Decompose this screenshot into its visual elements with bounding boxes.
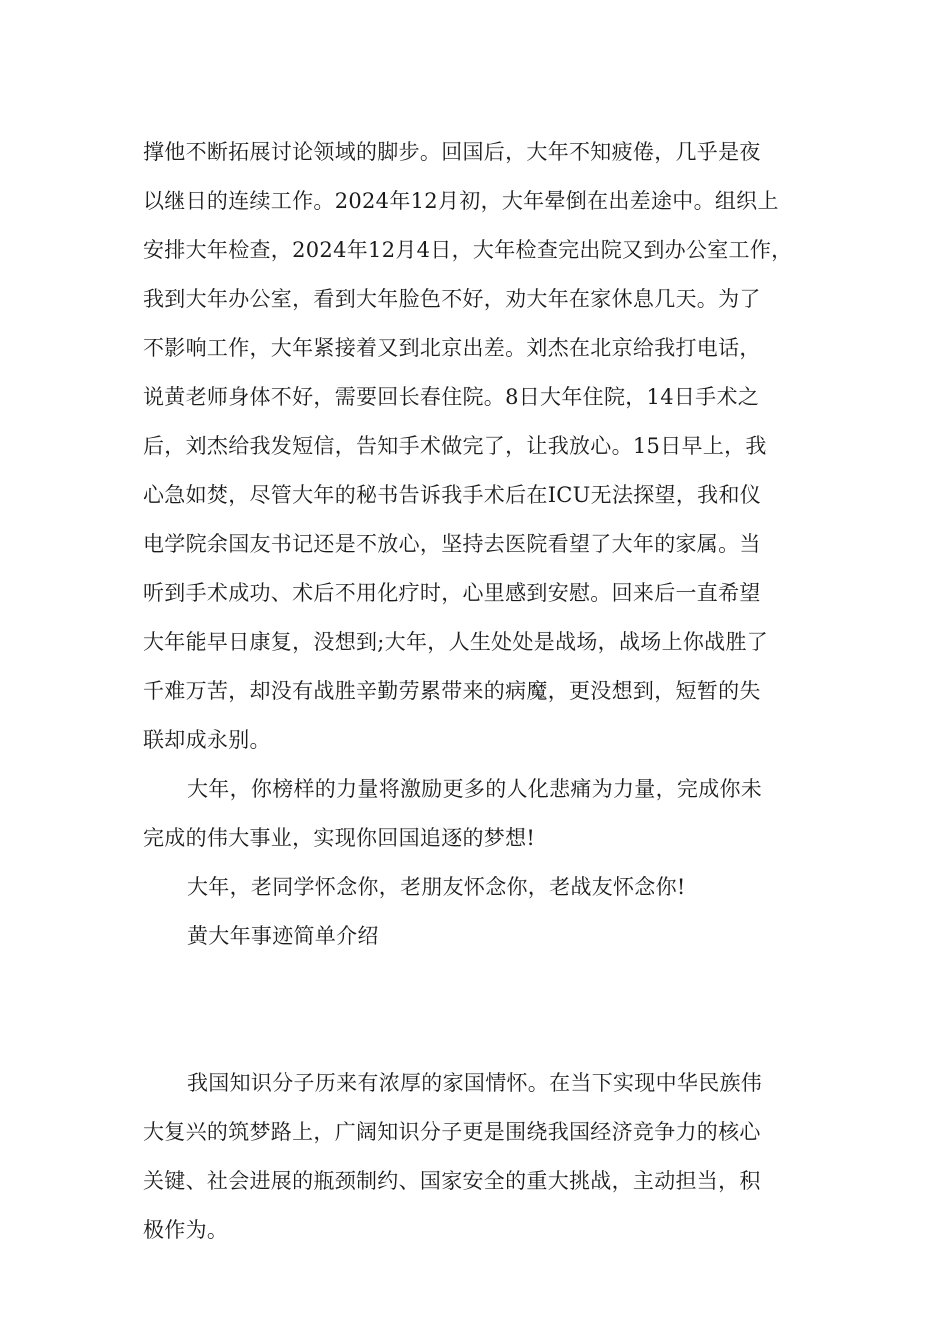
text-line: 极作为。	[143, 1218, 229, 1242]
text-line: 我国知识分子历来有浓厚的家国情怀。在当下实现中华民族伟	[187, 1071, 763, 1095]
text-line: 撑他不断拓展讨论领域的脚步。回国后，大年不知疲倦，几乎是夜	[143, 140, 761, 164]
paragraph-legacy	[143, 765, 823, 863]
text-line: 大年能早日康复，没想到;大年，人生处处是战场，战场上你战胜了	[143, 630, 769, 654]
paragraph-remembrance	[143, 863, 823, 912]
text-line: 关键、社会进展的瓶颈制约、国家安全的重大挑战，主动担当，积	[143, 1169, 761, 1193]
text-line: 大年，你榜样的力量将激励更多的人化悲痛为力量，完成你未	[187, 777, 763, 801]
text-line: 心急如焚，尽管大年的秘书告诉我手术后在ICU无法探望，我和仪	[143, 483, 762, 507]
section-title-text: 黄大年事迹简单介绍	[187, 924, 379, 948]
text-line: 大复兴的筑梦路上，广阔知识分子更是围绕我国经济竞争力的核心	[143, 1120, 761, 1144]
paragraph-intro	[143, 1059, 823, 1255]
section-title	[143, 912, 823, 961]
section-spacer	[143, 961, 823, 1059]
text-line: 千难万苦，却没有战胜辛勤劳累带来的病魔，更没想到，短暂的失	[143, 679, 761, 703]
text-line: 我到大年办公室，看到大年脸色不好，劝大年在家休息几天。为了	[143, 287, 761, 311]
text-line: 电学院余国友书记还是不放心，坚持去医院看望了大年的家属。当	[143, 532, 761, 556]
text-line: 完成的伟大事业，实现你回国追逐的梦想!	[143, 826, 536, 850]
text-line: 不影响工作，大年紧接着又到北京出差。刘杰在北京给我打电话，	[143, 336, 761, 360]
text-line: 联却成永别。	[143, 728, 271, 752]
text-line: 大年，老同学怀念你，老朋友怀念你，老战友怀念你!	[187, 875, 686, 899]
text-line: 听到手术成功、术后不用化疗时，心里感到安慰。回来后一直希望	[143, 581, 761, 605]
text-line: 以继日的连续工作。2024年12月初，大年晕倒在出差途中。组织上	[143, 189, 779, 213]
paragraph-memorial	[143, 128, 823, 765]
document-body	[143, 128, 823, 1255]
text-line: 后，刘杰给我发短信，告知手术做完了，让我放心。15日早上，我	[143, 434, 767, 458]
text-line: 安排大年检查，2024年12月4日，大年检查完出院又到办公室工作，	[143, 238, 793, 262]
text-line: 说黄老师身体不好，需要回长春住院。8日大年住院，14日手术之	[143, 385, 760, 409]
